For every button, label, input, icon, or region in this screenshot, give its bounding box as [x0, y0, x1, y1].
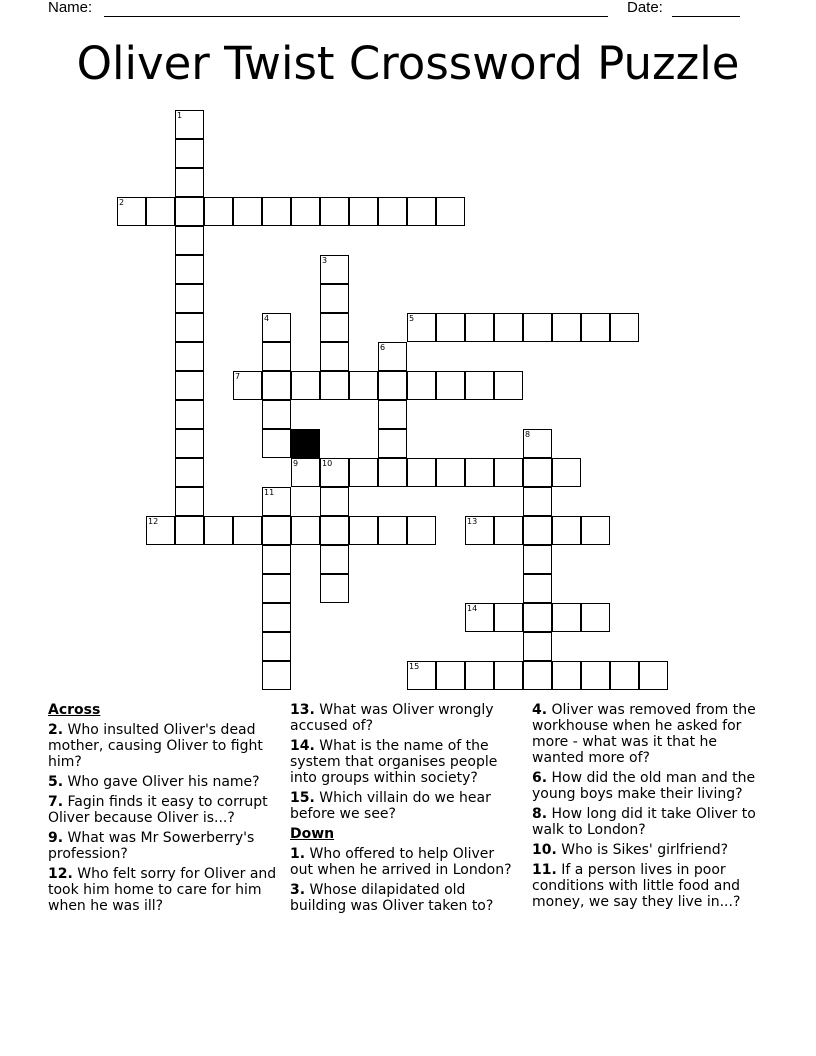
grid-cell[interactable] [465, 371, 494, 400]
grid-cell[interactable] [320, 284, 349, 313]
grid-cell[interactable] [291, 197, 320, 226]
grid-cell[interactable] [523, 632, 552, 661]
grid-cell[interactable] [407, 516, 436, 545]
grid-cell[interactable] [378, 458, 407, 487]
clue-number: 6 [380, 343, 386, 352]
across-heading: Across [48, 702, 101, 718]
grid-cell[interactable] [639, 661, 668, 690]
grid-cell[interactable] [262, 545, 291, 574]
grid-cell[interactable] [233, 197, 262, 226]
grid-cell[interactable] [407, 661, 436, 690]
grid-cell[interactable] [378, 400, 407, 429]
grid-cell[interactable] [175, 226, 204, 255]
grid-cell[interactable] [175, 458, 204, 487]
grid-cell[interactable] [291, 458, 320, 487]
grid-cell[interactable] [291, 371, 320, 400]
clues-column-2 [290, 702, 520, 918]
clue-down-10: 10. Who is Sikes' girlfriend? [532, 842, 729, 858]
clue-number: 15 [409, 662, 420, 671]
grid-cell[interactable] [465, 603, 494, 632]
clue-down-8: 8. How long did it take Oliver to walk to London? [532, 806, 756, 838]
grid-cell[interactable] [436, 371, 465, 400]
grid-cell[interactable] [204, 516, 233, 545]
grid-cell[interactable] [523, 487, 552, 516]
grid-cell[interactable] [407, 313, 436, 342]
grid-cell[interactable] [407, 458, 436, 487]
grid-cell[interactable] [523, 516, 552, 545]
grid-cell[interactable] [378, 371, 407, 400]
grid-cell[interactable] [262, 371, 291, 400]
grid-cell[interactable] [175, 371, 204, 400]
clue-across-12: 12. Who felt sorry for Oliver and took him home to care for him when he was ill? [48, 866, 277, 914]
grid-cell[interactable] [175, 284, 204, 313]
grid-cell[interactable] [494, 516, 523, 545]
grid-cell[interactable] [581, 603, 610, 632]
grid-cell[interactable] [320, 342, 349, 371]
grid-cell[interactable] [146, 516, 175, 545]
grid-cell[interactable] [552, 603, 581, 632]
grid-cell[interactable] [320, 458, 349, 487]
clue-across-5: 5. Who gave Oliver his name? [48, 774, 260, 790]
clue-down-4: 4. Oliver was removed from the workhouse when he asked for more - what was it that he wanted more of? [532, 702, 756, 766]
clue-number: 7 [235, 372, 241, 381]
grid-cell[interactable] [175, 400, 204, 429]
grid-cell[interactable] [581, 516, 610, 545]
grid-cell[interactable] [465, 458, 494, 487]
grid-cell[interactable] [523, 429, 552, 458]
grid-cell[interactable] [407, 197, 436, 226]
grid-cell[interactable] [175, 197, 204, 226]
grid-cell[interactable] [378, 342, 407, 371]
down-heading: Down [290, 826, 335, 842]
grid-cell[interactable] [523, 313, 552, 342]
grid-cell[interactable] [175, 139, 204, 168]
grid-cell[interactable] [436, 313, 465, 342]
clue-number: 1 [177, 111, 183, 120]
date-label: Date: [627, 0, 663, 16]
grid-cell[interactable] [494, 661, 523, 690]
clue-across-9: 9. What was Mr Sowerberry's profession? [48, 830, 255, 862]
grid-cell[interactable] [291, 516, 320, 545]
clue-across-13: 13. What was Oliver wrongly accused of? [290, 702, 494, 734]
grid-cell[interactable] [494, 458, 523, 487]
grid-cell[interactable] [175, 342, 204, 371]
clue-down-11: 11. If a person lives in poor conditions with little food and money, we say they live in...? [532, 862, 741, 910]
clues-column-1 [48, 702, 280, 918]
grid-cell[interactable] [552, 458, 581, 487]
black-cell [291, 429, 320, 458]
grid-cell[interactable] [175, 110, 204, 139]
grid-cell[interactable] [320, 197, 349, 226]
grid-cell[interactable] [320, 255, 349, 284]
grid-cell[interactable] [465, 313, 494, 342]
clue-down-6: 6. How did the old man and the young boys make their living? [532, 770, 756, 802]
grid-cell[interactable] [494, 313, 523, 342]
grid-cell[interactable] [494, 371, 523, 400]
clue-number: 12 [148, 517, 159, 526]
grid-cell[interactable] [262, 603, 291, 632]
clue-down-1: 1. Who offered to help Oliver out when he arrived in London? [290, 846, 512, 878]
clue-across-2: 2. Who insulted Oliver's dead mother, causing Oliver to fight him? [48, 722, 263, 770]
grid-cell[interactable] [233, 516, 262, 545]
grid-cell[interactable] [320, 371, 349, 400]
grid-cell[interactable] [581, 313, 610, 342]
grid-cell[interactable] [610, 661, 639, 690]
grid-cell[interactable] [204, 197, 233, 226]
grid-cell[interactable] [465, 516, 494, 545]
grid-cell[interactable] [523, 574, 552, 603]
grid-cell[interactable] [349, 458, 378, 487]
grid-cell[interactable] [262, 313, 291, 342]
grid-cell[interactable] [407, 371, 436, 400]
grid-cell[interactable] [465, 661, 494, 690]
grid-cell[interactable] [610, 313, 639, 342]
grid-cell[interactable] [262, 197, 291, 226]
clue-number: 4 [264, 314, 270, 323]
grid-cell[interactable] [552, 661, 581, 690]
clue-across-7: 7. Fagin finds it easy to corrupt Oliver because Oliver is...? [48, 794, 268, 826]
clue-down-3: 3. Whose dilapidated old building was Oliver taken to? [290, 882, 494, 914]
grid-cell[interactable] [262, 429, 291, 458]
clue-number: 10 [322, 459, 333, 468]
grid-cell[interactable] [262, 400, 291, 429]
clue-number: 9 [293, 459, 299, 468]
grid-cell[interactable] [349, 516, 378, 545]
clue-number: 5 [409, 314, 415, 323]
grid-cell[interactable] [175, 313, 204, 342]
grid-cell[interactable] [262, 632, 291, 661]
grid-cell[interactable] [320, 545, 349, 574]
grid-cell[interactable] [175, 255, 204, 284]
grid-cell[interactable] [320, 487, 349, 516]
clue-number: 14 [467, 604, 478, 613]
grid-cell[interactable] [523, 458, 552, 487]
grid-cell[interactable] [349, 371, 378, 400]
grid-cell[interactable] [349, 197, 378, 226]
grid-cell[interactable] [233, 371, 262, 400]
clue-number: 11 [264, 488, 275, 497]
grid-cell[interactable] [378, 197, 407, 226]
grid-cell[interactable] [262, 661, 291, 690]
grid-cell[interactable] [175, 429, 204, 458]
grid-cell[interactable] [175, 516, 204, 545]
grid-cell[interactable] [552, 516, 581, 545]
grid-cell[interactable] [175, 487, 204, 516]
clue-number: 2 [119, 198, 125, 207]
clue-number: 3 [322, 256, 328, 265]
name-label: Name: [48, 0, 93, 16]
grid-cell[interactable] [494, 603, 523, 632]
clue-number: 13 [467, 517, 478, 526]
grid-cell[interactable] [378, 516, 407, 545]
clue-number: 8 [525, 430, 531, 439]
grid-cell[interactable] [262, 487, 291, 516]
grid-cell[interactable] [320, 516, 349, 545]
grid-cell[interactable] [146, 197, 175, 226]
grid-cell[interactable] [436, 661, 465, 690]
clues-column-3 [532, 702, 768, 914]
grid-cell[interactable] [436, 458, 465, 487]
grid-cell[interactable] [320, 313, 349, 342]
grid-cell[interactable] [523, 545, 552, 574]
grid-cell[interactable] [262, 516, 291, 545]
grid-cell[interactable] [262, 574, 291, 603]
grid-cell[interactable] [175, 168, 204, 197]
clue-across-14: 14. What is the name of the system that organises people into groups within society? [290, 738, 498, 786]
grid-cell[interactable] [436, 197, 465, 226]
grid-cell[interactable] [523, 603, 552, 632]
grid-cell[interactable] [552, 313, 581, 342]
page-title: Oliver Twist Crossword Puzzle [76, 37, 740, 90]
grid-cell[interactable] [581, 661, 610, 690]
grid-cell[interactable] [523, 661, 552, 690]
grid-cell[interactable] [378, 429, 407, 458]
grid-cell[interactable] [117, 197, 146, 226]
clue-across-15: 15. Which villain do we hear before we see? [290, 790, 491, 822]
grid-cell[interactable] [320, 574, 349, 603]
grid-cell[interactable] [262, 342, 291, 371]
